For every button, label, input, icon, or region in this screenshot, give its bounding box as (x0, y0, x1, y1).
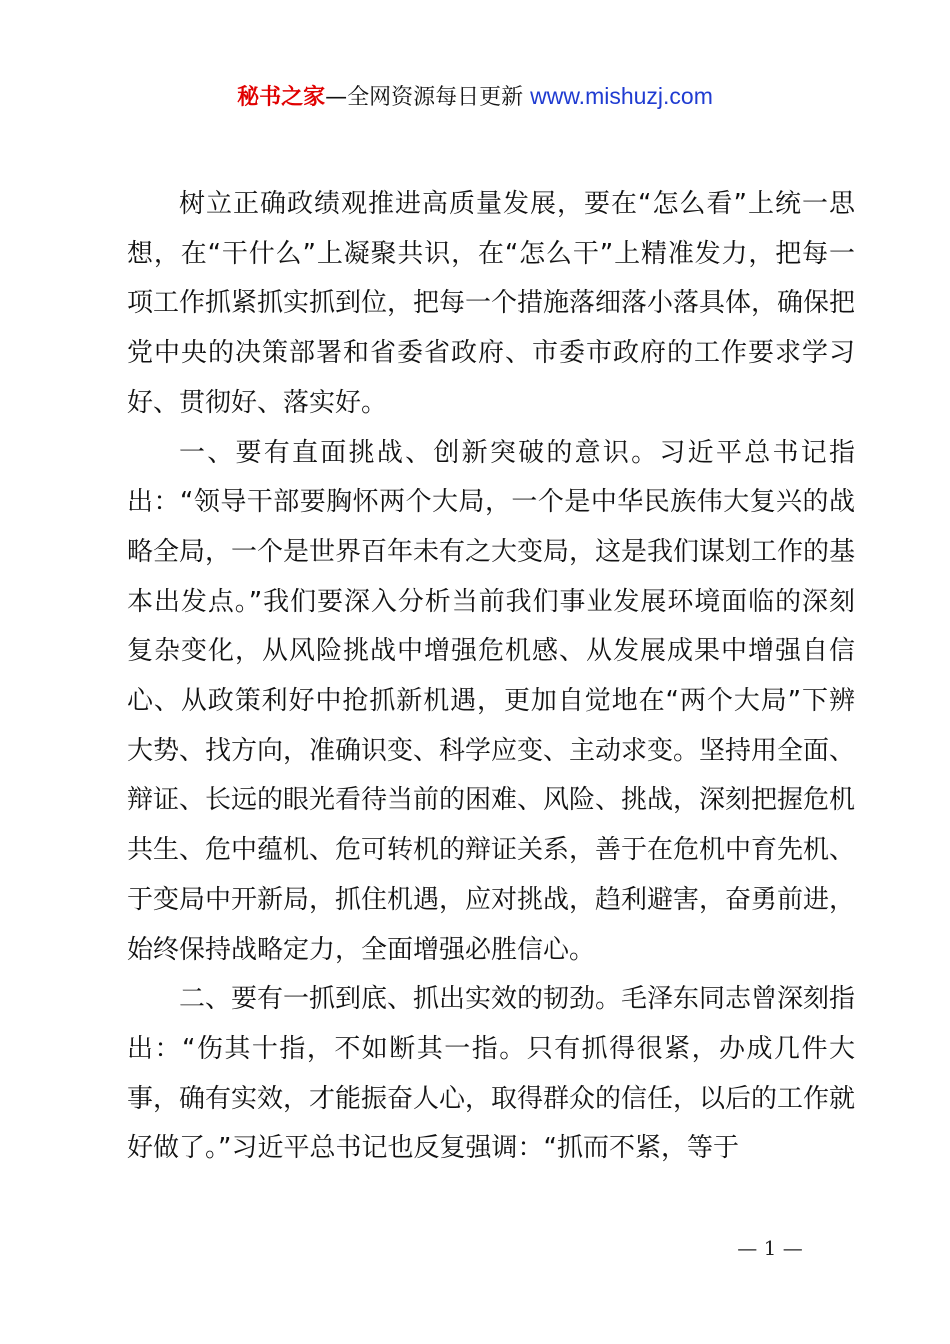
document-body (127, 180, 855, 1174)
page-header (0, 80, 950, 114)
paragraph-section-two: 二、要有一抓到底、抓出实效的韧劲。毛泽东同志曾深刻指出：“伤其十指，不如断其一指。只有抓得很紧，办成几件大事，确有实效，才能振奋人心，取得群众的信任，以后的工作就好做了。”习近平总书记也反复强调：“抓而不紧，等于 (127, 984, 856, 1164)
paragraph-section-one: 一、要有直面挑战、创新突破的意识。习近平总书记指出：“领导干部要胸怀两个大局，一个是中华民族伟大复兴的战略全局，一个是世界百年未有之大变局，这是我们谋划工作的基本出发点。”我们要深入分析当前我们事业发展环境面临的深刻复杂变化，从风险挑战中增强危机感、从发展成果中增强自信心、从政策利好中抢抓新机遇，更加自觉地在“两个大局”下辨大势、找方向，准确识变、科学应变、主动求变。坚持用全面、辩证、长远的眼光看待当前的困难、风险、挑战，深刻把握危机共生、危中蕴机、危可转机的辩证关系，善于在危机中育先机、于变局中开新局，抓住机遇，应对挑战，趋利避害，奋勇前进，始终保持战略定力，全面增强必胜信心。 (127, 437, 856, 965)
website-link[interactable]: www.mishuzj.com (530, 83, 713, 109)
header-tagline: —全网资源每日更新 (325, 85, 531, 110)
page-number: — 1 — (737, 1236, 803, 1260)
brand-name: 秘书之家 (237, 85, 326, 110)
paragraph-intro: 树立正确政绩观推进高质量发展，要在“怎么看”上统一思想，在“干什么”上凝聚共识，在“怎么干”上精准发力，把每一项工作抓紧抓实抓到位，把每一个措施落细落小落具体，确保把党中央的决策部署和省委省政府、市委市政府的工作要求学习好、贯彻好、落实好。 (127, 189, 856, 418)
